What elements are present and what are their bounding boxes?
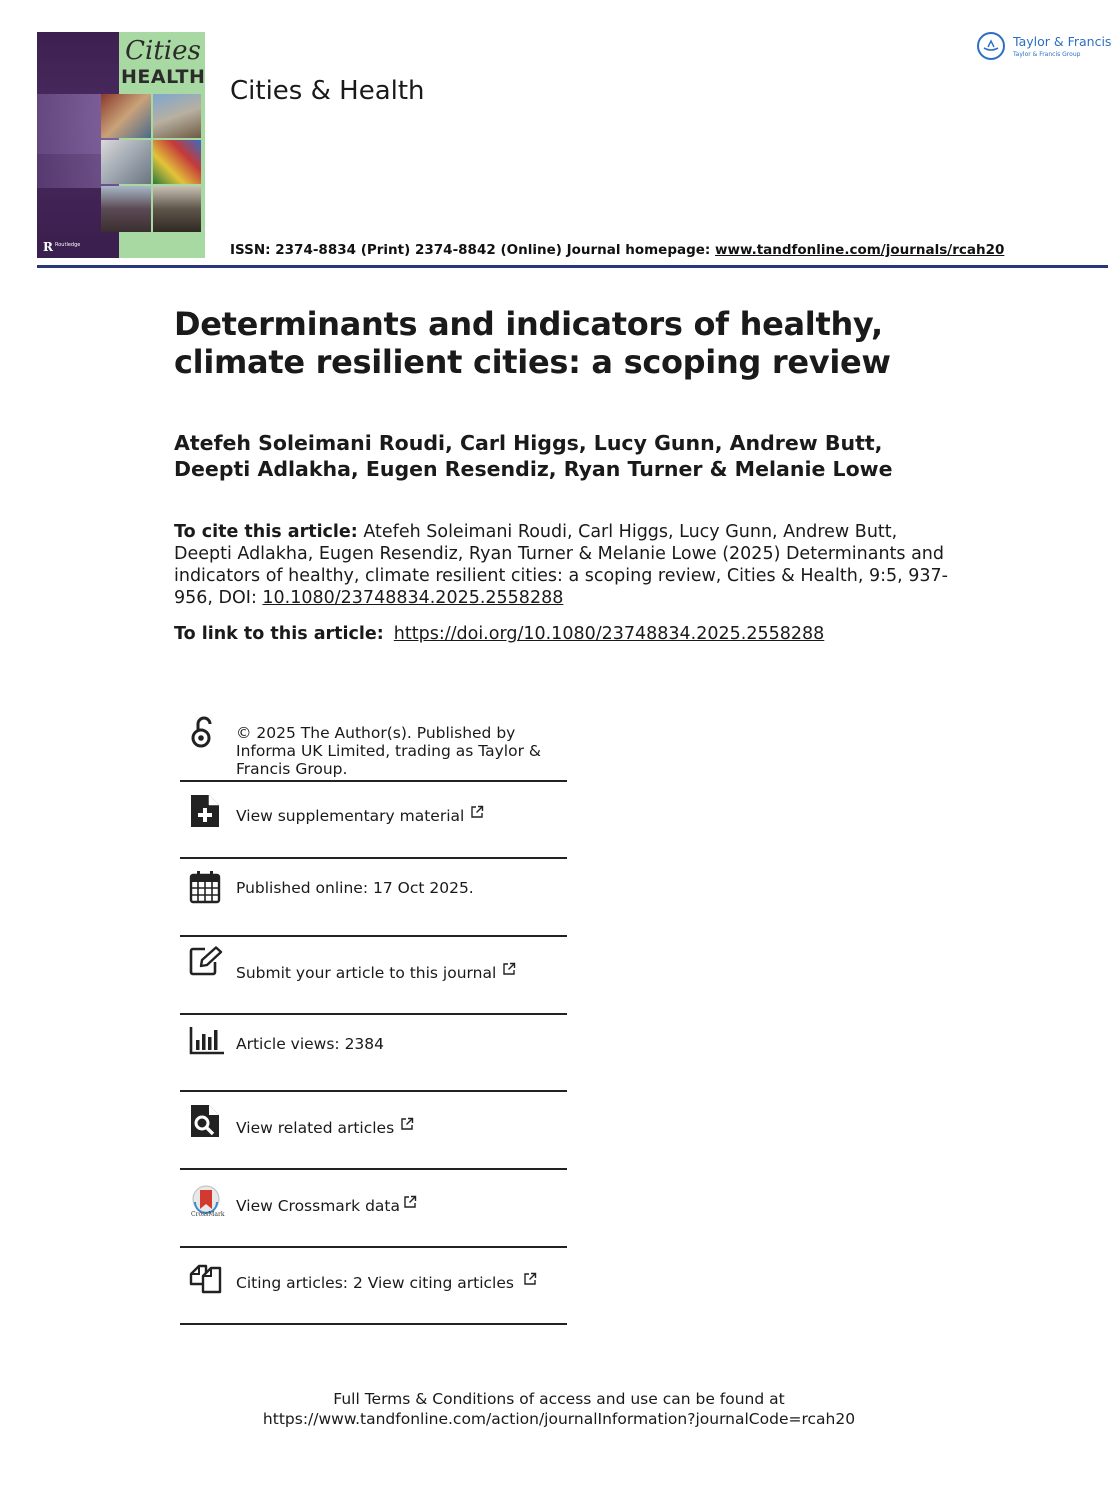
cover-photo [101,140,151,184]
search-document-icon [189,1103,221,1137]
terms-footer [0,1389,1118,1429]
journal-cover-image [37,32,205,258]
list-divider [180,1323,567,1325]
copy-icon [189,1260,221,1294]
issn-text: ISSN: 2374-8834 (Print) 2374-8842 (Online) Journal homepage: [230,242,716,258]
cover-photo [153,94,201,138]
calendar-icon [189,870,221,904]
edit-icon [189,946,221,980]
journal-homepage-link[interactable]: www.tandfonline.com/journals/rcah20 [715,242,1005,258]
external-link-icon [502,962,516,980]
external-link-icon [403,1195,417,1213]
related-articles-link[interactable] [236,1117,571,1137]
related-row[interactable] [180,1091,567,1168]
external-link-icon [400,1117,414,1135]
submit-article-label: Submit your article to this journal [236,964,497,982]
external-link-icon [523,1272,537,1290]
add-file-icon [189,793,221,827]
header-divider [37,265,1108,268]
article-link-line [174,623,824,645]
cover-photo [153,140,201,184]
citing-row[interactable] [180,1247,567,1324]
article-title: Determinants and indicators of healthy, climate resilient cities: a scoping review [174,305,891,381]
cover-photo [101,94,151,138]
cover-photo [153,186,201,232]
open-access-row [180,716,567,780]
article-authors: Atefeh Soleimani Roudi, Carl Higgs, Lucy Gunn, Andrew Butt, Deepti Adlakha, Eugen Resendiz, Ryan Turner & Melanie Lowe [174,431,893,481]
taylor-francis-logo[interactable]: Taylor & Francis [1013,34,1112,49]
citation-label: To cite this article: [174,522,358,542]
supplementary-label: View supplementary material [236,807,465,825]
submit-row[interactable] [180,936,567,1013]
crossmark-row[interactable] [180,1169,567,1246]
submit-article-link[interactable] [236,962,571,982]
article-views: Article views: 2384 [236,1035,385,1053]
taylor-francis-group-label: Taylor & Francis Group [1013,51,1081,58]
terms-text: Full Terms & Conditions of access and use can be found at [333,1390,785,1408]
crossmark-icon [189,1183,225,1217]
citation-text: Atefeh Soleimani Roudi, Carl Higgs, Lucy Gunn, Andrew Butt, Deepti Adlakha, Eugen Resendiz, Ryan Turner & Melanie Lowe (2025) Determinants and indicators of healthy, climate resilient cities: a scoping review, Cities & Health, 9:5, 937-956, DOI: [174,522,948,608]
terms-link[interactable]: https://www.tandfonline.com/action/journalInformation?journalCode=rcah20 [262,1410,856,1428]
external-link-icon [470,805,484,823]
issn-line [230,242,1004,258]
citation-block [174,521,949,609]
routledge-logo: R [43,240,53,254]
views-row [180,1014,567,1091]
published-date: Published online: 17 Oct 2025. [236,879,474,897]
cover-photo [101,186,151,232]
crossmark-label: View Crossmark data [236,1197,400,1215]
open-access-icon [189,716,221,750]
cover-title: Cities [125,36,201,66]
journal-name: Cities & Health [230,76,425,106]
citation-doi-link[interactable]: 10.1080/23748834.2025.2558288 [262,588,564,608]
article-doi-link[interactable]: https://doi.org/10.1080/23748834.2025.2558288 [393,624,825,644]
published-row [180,858,567,935]
citing-articles-link[interactable] [236,1272,571,1292]
related-articles-label: View related articles [236,1119,395,1137]
supplementary-link[interactable] [236,805,571,825]
citing-articles-label: Citing articles: 2 View citing articles [236,1274,514,1292]
routledge-label: Routledge [55,242,81,248]
taylor-francis-logo-icon[interactable] [977,32,1005,60]
supplementary-row[interactable] [180,781,567,857]
crossmark-logo-text: CrossMark [191,1211,225,1218]
copyright-text: © 2025 The Author(s). Published by Informa UK Limited, trading as Taylor & Francis Group. [236,724,541,778]
crossmark-link[interactable] [236,1195,571,1215]
cover-title: HEALTH [121,66,205,88]
bar-chart-icon [189,1026,221,1060]
article-link-label: To link to this article: [174,624,384,644]
